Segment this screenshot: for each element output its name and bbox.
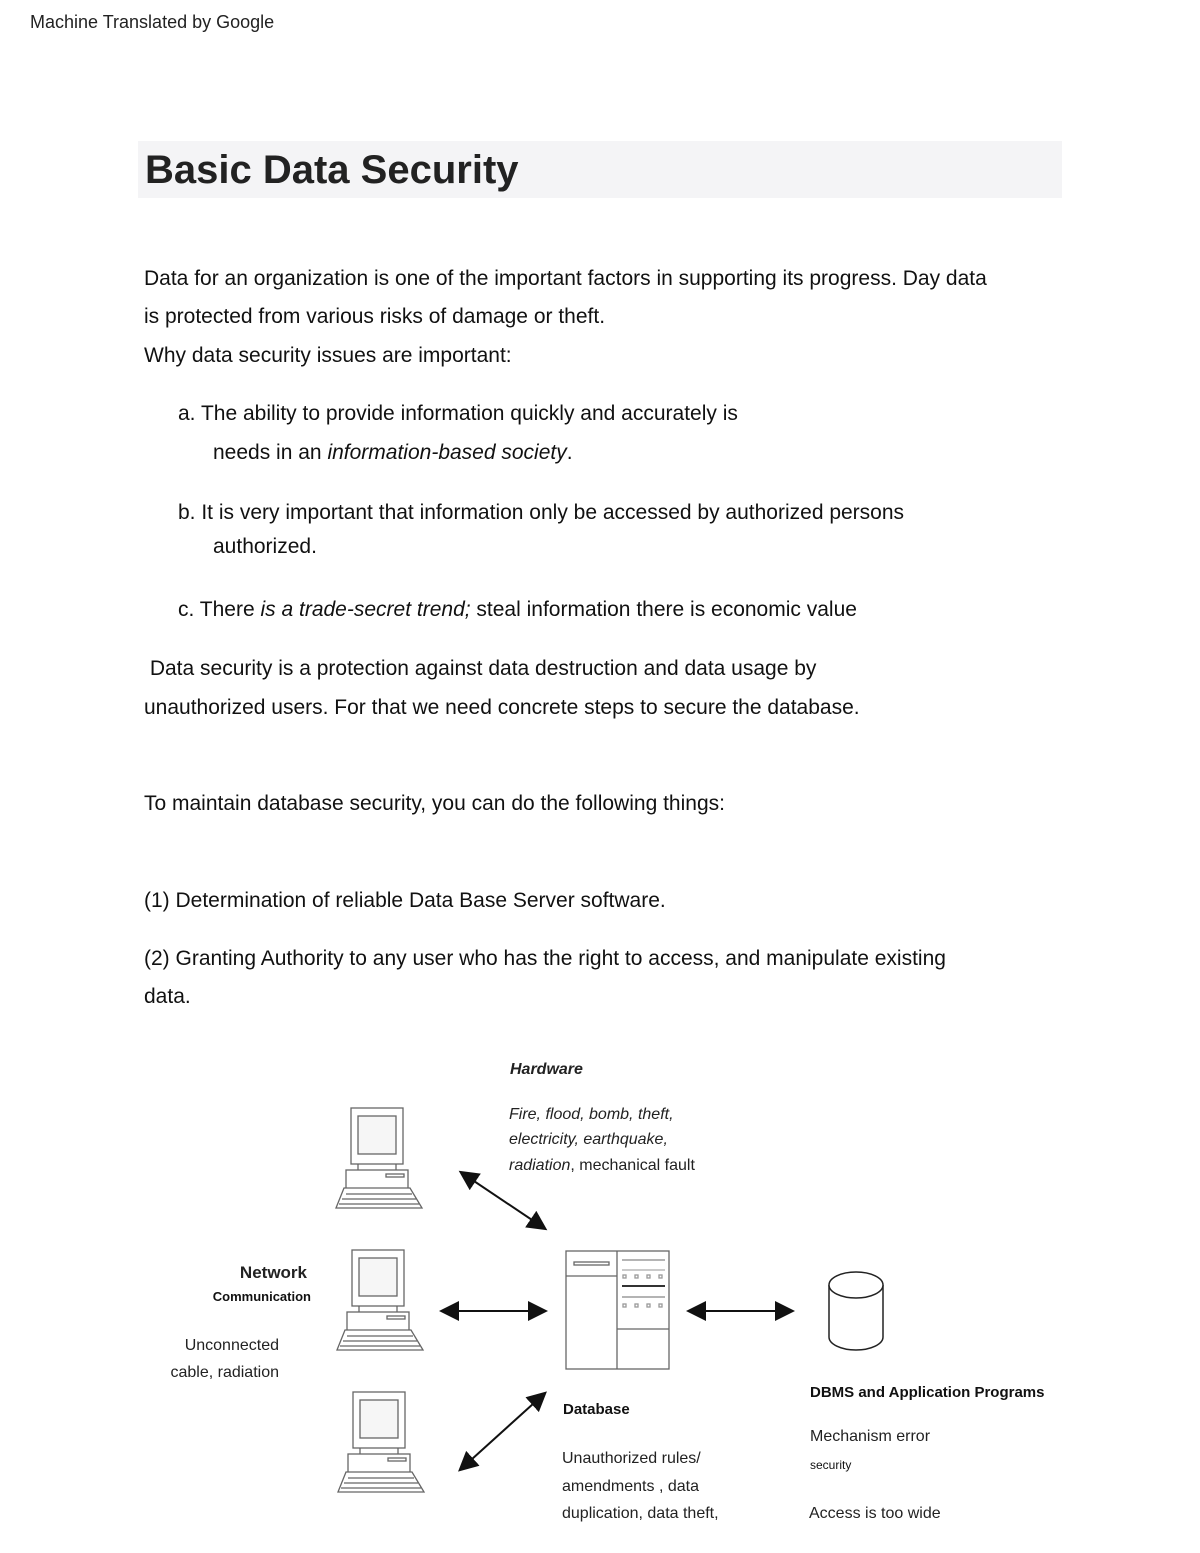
arrow-database (461, 1394, 544, 1469)
computer-icon (337, 1250, 423, 1350)
dbms-line-2: security (810, 1458, 852, 1472)
emphasis: radiation (509, 1157, 571, 1174)
intro-line-2: is protected from various risks of damage or theft. (144, 305, 606, 328)
arrow-hardware (462, 1173, 544, 1228)
hardware-line-1: Fire, flood, bomb, theft, (509, 1106, 674, 1123)
server-icon (566, 1251, 669, 1369)
step-2-line-1: (2) Granting Authority to any user who has the right to access, and manipulate existing (144, 947, 946, 970)
hardware-title: Hardware (510, 1061, 583, 1078)
dbms-title: DBMS and Application Programs (810, 1384, 1045, 1401)
network-line-2: cable, radiation (170, 1364, 279, 1381)
emphasis: information-based society (327, 441, 567, 464)
item-a-line-1: a. The ability to provide information quickly and accurately is (178, 402, 738, 425)
text: needs in an (213, 441, 328, 464)
network-subtitle: Communication (212, 1289, 311, 1304)
database-title: Database (563, 1401, 630, 1418)
text: . (566, 441, 573, 464)
computer-icon (338, 1392, 424, 1492)
database-line-2: amendments , data (562, 1478, 699, 1495)
text: c. There (178, 598, 261, 621)
maintain-heading: To maintain database security, you can do the following things: (144, 792, 725, 815)
text: , mechanical fault (570, 1157, 695, 1174)
definition-line-1: Data security is a protection against data destruction and data usage by (144, 657, 817, 680)
machine-translation-header: Machine Translated by Google (30, 12, 275, 32)
text: steal information there is economic value (470, 598, 857, 621)
intro-line-1: Data for an organization is one of the important factors in supporting its progress. Day data (144, 267, 987, 290)
why-heading: Why data security issues are important: (144, 344, 512, 367)
hardware-line-2: electricity, earthquake, (509, 1131, 668, 1148)
page-title: Basic Data Security (145, 148, 519, 192)
step-2-line-2: data. (144, 985, 191, 1008)
database-line-1: Unauthorized rules/ (562, 1450, 701, 1467)
hardware-line-3 (509, 1158, 695, 1174)
definition-line-2: unauthorized users. For that we need concrete steps to secure the database. (144, 696, 860, 719)
item-b-line-1: b. It is very important that information only be accessed by authorized persons (178, 501, 905, 524)
emphasis: is a trade-secret trend; (260, 598, 471, 621)
dbms-line-3: Access is too wide (809, 1505, 941, 1522)
item-b-line-2: authorized. (213, 535, 317, 558)
step-1: (1) Determination of reliable Data Base Server software. (144, 889, 666, 912)
database-line-3: duplication, data theft, (562, 1505, 719, 1522)
database-cylinder-icon (829, 1272, 883, 1350)
computer-icon (336, 1108, 422, 1208)
dbms-line-1: Mechanism error (810, 1428, 931, 1445)
network-line-1: Unconnected (184, 1337, 279, 1354)
network-title: Network (239, 1263, 307, 1282)
